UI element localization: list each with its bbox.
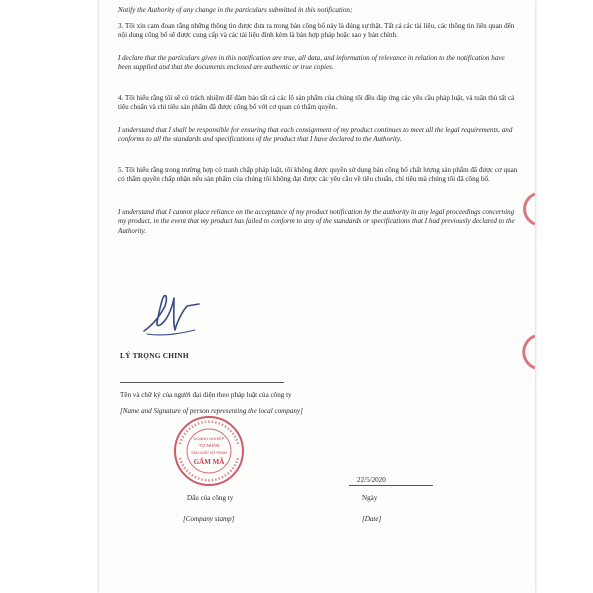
edge-seal-mark-top: [517, 192, 535, 226]
stamp-label-english: [Company stamp]: [183, 515, 235, 523]
representative-label-vietnamese: Tên và chữ ký của người đại diện theo pháp luật của công ty: [120, 391, 292, 399]
handwritten-signature: [139, 286, 205, 344]
date-line: [349, 485, 433, 486]
notify-clause: Notify the Authority of any change in the particulars submitted in this notification;: [118, 6, 353, 14]
document-page: [99, 0, 535, 593]
seal-line-4: GẤM MÃ: [193, 458, 225, 466]
clause-3-english: I declare that the particulars given in this notification are true, all data, and information of relevance in relation to the notification have been supplied and that the documents enclosed are authentic or true copies.: [118, 54, 505, 72]
signer-name: LÝ TRỌNG CHINH: [120, 351, 189, 360]
signature-line: [120, 382, 284, 383]
stamp-label-vietnamese: Dấu của công ty: [187, 494, 234, 502]
seal-line-1: DOANH NGHIỆP: [193, 436, 225, 441]
seal-line-3: SẢN XUẤT MỸ PHẨM: [191, 451, 227, 455]
clause-5-english: I understand that I cannot place reliance on the acceptance of my product notification by the authority in any legal proceedings concerning my product, in the event that my product has failed to conform to any of the standards or specifications that I had previously declared to the Authority.: [118, 208, 515, 235]
company-seal: [172, 414, 246, 488]
seal-line-2: TƯ NHÂN: [198, 443, 220, 448]
representative-label-english: [Name and Signature of person representing the local company]: [120, 407, 303, 415]
edge-seal-mark-bottom: [517, 334, 535, 370]
clause-3-vietnamese: 3. Tôi xin cam đoan rằng những thông tin được đưa ra trong bản công bố này là đúng sự thật. Tất cả các tài liệu, các thông tin liên quan đến nội dung công bố sẽ được cung cấp và các tài liệu đính kèm là bản hợp pháp hoặc sao y bản chính.: [118, 22, 515, 40]
clause-5-vietnamese: 5. Tôi hiểu rằng trong trường hợp có tranh chấp pháp luật, tôi không được quyền sử dụng bản công bố chất lượng sản phẩm đã được cơ quan có thẩm quyền chấp nhận nếu sản phẩm của chúng tôi không đạt được các yêu cầu về tiêu chuẩn, chỉ tiêu mà chúng tôi đã công bố.: [118, 166, 518, 184]
date-label-english: [Date]: [362, 515, 382, 523]
date-label-vietnamese: Ngày: [362, 494, 378, 502]
clause-4-vietnamese: 4. Tôi hiểu rằng tôi sẽ có trách nhiệm để đảm bảo tất cả các lô sản phẩm của chúng tôi đều đáp ứng các yêu cầu pháp luật, và tuân thủ tất cả tiêu chuẩn và chỉ tiêu sản phẩm đã được công bố với cơ quan có thẩm quyền.: [118, 94, 515, 112]
clause-4-english: I understand that I shall be responsible for ensuring that each consignment of my product continues to meet all the legal requirements, and conforms to all the standards and specifications of the product that I have declared to the Authority.: [118, 126, 513, 144]
date-value: 22/5/2020: [357, 476, 386, 484]
